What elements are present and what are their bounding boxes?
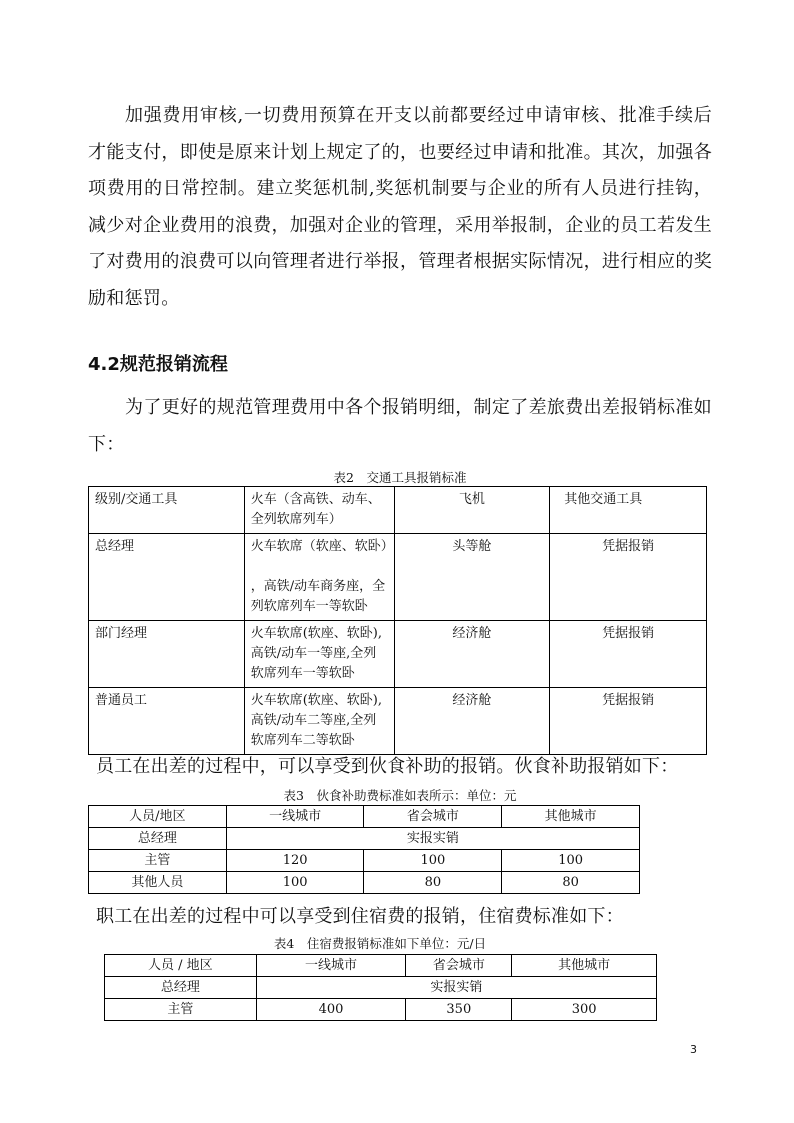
header-cell: 省会城市 — [406, 955, 512, 977]
cell-spacer — [251, 557, 388, 577]
train-cell: 火车软席(软座、软卧),高铁/动车二等座,全列软席列车二等软卧 — [244, 688, 394, 755]
row-label: 总经理 — [89, 828, 227, 850]
meal-subsidy-line: 员工在出差的过程中，可以享受到伙食补助的报销。伙食补助报销如下： — [96, 756, 679, 777]
table-cell: 300 — [512, 999, 657, 1021]
meal-subsidy-table — [88, 805, 640, 894]
row-label: 总经理 — [89, 534, 245, 621]
section-heading: 4.2规范报销流程 — [88, 354, 228, 375]
paragraph-expense-review: 加强费用审核,一切费用预算在开支以前都要经过申请审核、批准手续后才能支付，即使是原来计划上规定了的，也要经过申请和批准。其次，加强各项费用的日常控制。建立奖惩机制,奖惩机制要与企业的所有人员进行挂钩，减少对企业费用的浪费，加强对企业的管理，采用举报制，企业的员工若发生了对费用的浪费可以向管理者进行举报，管理者根据实际情况，进行相应的奖励和惩罚。 — [88, 105, 712, 309]
merged-cell: 实报实销 — [226, 828, 639, 850]
table4-caption: 表4 住宿费报销标准如下单位：元/日 — [273, 936, 487, 951]
table-cell: 120 — [226, 850, 364, 872]
header-cell: 其他交通工具 — [550, 487, 707, 534]
merged-cell: 实报实销 — [256, 977, 656, 999]
table2-caption: 表2 交通工具报销标准 — [333, 470, 467, 485]
other-cell: 凭据报销 — [550, 621, 707, 688]
lodging-line: 职工在出差的过程中可以享受到住宿费的报销，住宿费标准如下： — [96, 906, 624, 927]
other-cell: 凭据报销 — [550, 688, 707, 755]
train-text-line1: 火车软席（软座、软卧） — [250, 539, 394, 554]
header-cell: 一线城市 — [256, 955, 406, 977]
table-cell: 400 — [256, 999, 406, 1021]
table-row — [105, 999, 657, 1021]
row-label: 部门经理 — [89, 621, 245, 688]
row-label: 其他人员 — [89, 872, 227, 894]
row-label: 主管 — [89, 850, 227, 872]
header-cell: 人员 / 地区 — [105, 955, 257, 977]
train-text-line2: ，高铁/动车商务座，全列软席列车一等软卧 — [250, 579, 386, 614]
table-row — [89, 621, 707, 688]
table-cell: 100 — [226, 872, 364, 894]
train-cell: 火车软席(软座、软卧),高铁/动车一等座,全列软席列车一等软卧 — [244, 621, 394, 688]
header-cell: 省会城市 — [364, 806, 502, 828]
table-cell: 350 — [406, 999, 512, 1021]
row-label: 普通员工 — [89, 688, 245, 755]
header-cell: 其他城市 — [502, 806, 640, 828]
table-cell: 80 — [502, 872, 640, 894]
other-cell: 凭据报销 — [550, 534, 707, 621]
table-row — [89, 872, 640, 894]
table-row — [105, 977, 657, 999]
table-header-row — [89, 487, 707, 534]
transport-table — [88, 486, 707, 755]
plane-cell: 经济舱 — [394, 688, 550, 755]
plane-cell: 经济舱 — [394, 621, 550, 688]
table-cell: 100 — [502, 850, 640, 872]
table-row — [89, 850, 640, 872]
paragraph-intro-standards: 为了更好的规范管理费用中各个报销明细，制定了差旅费出差报销标准如下： — [88, 397, 712, 455]
header-cell: 火车（含高铁、动车、全列软席列车） — [244, 487, 394, 534]
plane-cell: 头等舱 — [394, 534, 550, 621]
table-header-row — [89, 806, 640, 828]
row-label: 主管 — [105, 999, 257, 1021]
row-label: 总经理 — [105, 977, 257, 999]
table-row — [89, 688, 707, 755]
lodging-table — [104, 954, 657, 1021]
header-cell: 飞机 — [394, 487, 550, 534]
table-row — [89, 828, 640, 850]
table-cell: 100 — [364, 850, 502, 872]
header-cell: 人员/地区 — [89, 806, 227, 828]
table-row — [89, 534, 707, 621]
table3-caption: 表3 伙食补助费标准如表所示：单位：元 — [283, 788, 517, 803]
header-cell: 其他城市 — [512, 955, 657, 977]
train-cell — [244, 534, 394, 621]
table-header-row — [105, 955, 657, 977]
page-number: 3 — [690, 1043, 697, 1056]
header-cell: 一线城市 — [226, 806, 364, 828]
header-cell: 级别/交通工具 — [89, 487, 245, 534]
table-cell: 80 — [364, 872, 502, 894]
